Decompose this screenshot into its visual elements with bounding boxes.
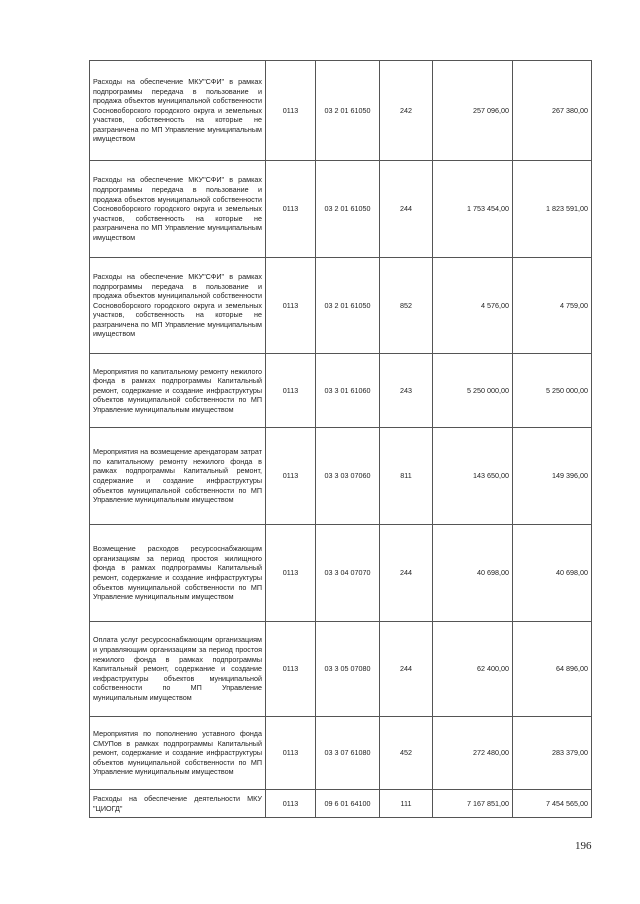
amount-year-2: 267 380,00	[513, 61, 592, 161]
amount-year-1: 7 167 851,00	[433, 790, 513, 818]
expense-type-code: 811	[380, 428, 433, 525]
table-row	[90, 525, 592, 622]
budget-table	[89, 60, 592, 818]
expense-type-code: 244	[380, 525, 433, 622]
expense-description: Расходы на обеспечение МКУ"СФИ" в рамках подпрограммы передача в пользование и продажа объектов муниципальной собственности Сосновоборского городского округа и земельных участков, собственность на которые не разграничена по МП Управление муниципальным имуществом	[90, 161, 266, 258]
amount-year-2: 40 698,00	[513, 525, 592, 622]
amount-year-1: 1 753 454,00	[433, 161, 513, 258]
section-code: 0113	[266, 622, 316, 717]
section-code: 0113	[266, 61, 316, 161]
table-row	[90, 428, 592, 525]
amount-year-1: 62 400,00	[433, 622, 513, 717]
expense-description: Расходы на обеспечение МКУ"СФИ" в рамках подпрограммы передача в пользование и продажа объектов муниципальной собственности Сосновоборского городского округа и земельных участков, собственность на которые не разграничена по МП Управление муниципальным имуществом	[90, 61, 266, 161]
target-article-code: 03 3 05 07080	[316, 622, 380, 717]
section-code: 0113	[266, 258, 316, 354]
expense-type-code: 243	[380, 354, 433, 428]
amount-year-1: 4 576,00	[433, 258, 513, 354]
amount-year-1: 272 480,00	[433, 717, 513, 790]
expense-type-code: 244	[380, 161, 433, 258]
section-code: 0113	[266, 525, 316, 622]
section-code: 0113	[266, 428, 316, 525]
table-row	[90, 790, 592, 818]
expense-type-code: 244	[380, 622, 433, 717]
amount-year-2: 5 250 000,00	[513, 354, 592, 428]
amount-year-2: 149 396,00	[513, 428, 592, 525]
target-article-code: 03 2 01 61050	[316, 61, 380, 161]
target-article-code: 03 3 07 61080	[316, 717, 380, 790]
expense-description: Возмещение расходов ресурсоснабжающим организациям за период простоя жилищного фонда в рамках подпрограммы Капитальный ремонт, содержание и создание инфраструктуры объектов муниципальной собственности по МП Управление муниципальным имуществом	[90, 525, 266, 622]
expense-description: Расходы на обеспечение МКУ"СФИ" в рамках подпрограммы передача в пользование и продажа объектов муниципальной собственности Сосновоборского городского округа и земельных участков, собственность на которые не разграничена по МП Управление муниципальным имуществом	[90, 258, 266, 354]
amount-year-1: 143 650,00	[433, 428, 513, 525]
table-row	[90, 354, 592, 428]
amount-year-2: 283 379,00	[513, 717, 592, 790]
target-article-code: 03 2 01 61050	[316, 258, 380, 354]
table-row	[90, 161, 592, 258]
amount-year-1: 40 698,00	[433, 525, 513, 622]
amount-year-2: 1 823 591,00	[513, 161, 592, 258]
table-row	[90, 717, 592, 790]
table-row	[90, 258, 592, 354]
table-row	[90, 61, 592, 161]
section-code: 0113	[266, 717, 316, 790]
expense-type-code: 852	[380, 258, 433, 354]
target-article-code: 03 2 01 61050	[316, 161, 380, 258]
expense-type-code: 242	[380, 61, 433, 161]
section-code: 0113	[266, 354, 316, 428]
table-row	[90, 622, 592, 717]
expense-description: Мероприятия по пополнению уставного фонда СМУПов в рамках подпрограммы Капитальный ремонт, содержание и создание инфраструктуры объектов муниципальной собственности по МП Управление муниципальным имуществом	[90, 717, 266, 790]
target-article-code: 03 3 01 61060	[316, 354, 380, 428]
amount-year-2: 7 454 565,00	[513, 790, 592, 818]
amount-year-2: 64 896,00	[513, 622, 592, 717]
target-article-code: 03 3 04 07070	[316, 525, 380, 622]
amount-year-2: 4 759,00	[513, 258, 592, 354]
section-code: 0113	[266, 790, 316, 818]
expense-description: Оплата услуг ресурсоснабжающим организациям и управляющим организациям за период простоя нежилого фонда в рамках подпрограммы Капитальный ремонт, содержание и создание инфраструктуры объектов муниципальной собственности по МП Управление муниципальным имуществом	[90, 622, 266, 717]
expense-description: Расходы на обеспечение деятельности МКУ "ЦИОГД"	[90, 790, 266, 818]
page-number: 196	[575, 840, 592, 852]
expense-description: Мероприятия на возмещение арендаторам затрат по капитальному ремонту нежилого фонда в рамках подпрограммы Капитальный ремонт, содержание и создание инфраструктуры объектов муниципальной собственности по МП Управление муниципальным имуществом	[90, 428, 266, 525]
section-code: 0113	[266, 161, 316, 258]
expense-type-code: 452	[380, 717, 433, 790]
expense-description: Мероприятия по капитальному ремонту нежилого фонда в рамках подпрограммы Капитальный ремонт, содержание и создание инфраструктуры объектов муниципальной собственности по МП Управление муниципальным имуществом	[90, 354, 266, 428]
expense-type-code: 111	[380, 790, 433, 818]
amount-year-1: 257 096,00	[433, 61, 513, 161]
target-article-code: 09 6 01 64100	[316, 790, 380, 818]
target-article-code: 03 3 03 07060	[316, 428, 380, 525]
amount-year-1: 5 250 000,00	[433, 354, 513, 428]
